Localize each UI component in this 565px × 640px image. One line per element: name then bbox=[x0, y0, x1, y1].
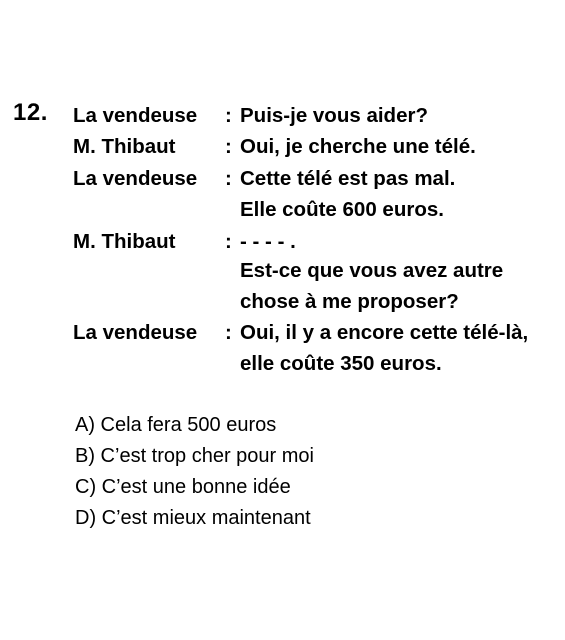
dialogue-line-2-1: Oui, je cherche une télé. bbox=[240, 135, 476, 158]
answer-option-b[interactable]: B) C’est trop cher pour moi bbox=[75, 445, 314, 467]
dialogue-colon-5: : bbox=[225, 321, 232, 344]
dialogue-speaker-1: La vendeuse bbox=[73, 104, 198, 127]
dialogue-line-5-1: Oui, il y a encore cette télé-là, bbox=[240, 321, 529, 344]
dialogue-line-4-2: Est-ce que vous avez autre bbox=[240, 259, 504, 282]
dialogue-line-1-1: Puis-je vous aider? bbox=[240, 104, 428, 127]
answer-option-a[interactable]: A) Cela fera 500 euros bbox=[75, 414, 277, 436]
dialogue-speaker-4: M. Thibaut bbox=[73, 230, 176, 253]
dialogue-speaker-5: La vendeuse bbox=[73, 321, 198, 344]
dialogue-speaker-2: M. Thibaut bbox=[73, 135, 176, 158]
dialogue-colon-4: : bbox=[225, 230, 232, 253]
dialogue-colon-3: : bbox=[225, 167, 232, 190]
dialogue-line-4-3: chose à me proposer? bbox=[240, 290, 459, 313]
dialogue-colon-1: : bbox=[225, 104, 232, 127]
dialogue-colon-2: : bbox=[225, 135, 232, 158]
dialogue-speaker-3: La vendeuse bbox=[73, 167, 198, 190]
question-number: 12. bbox=[13, 99, 48, 126]
dialogue-line-3-2: Elle coûte 600 euros. bbox=[240, 198, 444, 221]
answer-option-c[interactable]: C) C’est une bonne idée bbox=[75, 476, 291, 498]
answer-option-d[interactable]: D) C’est mieux maintenant bbox=[75, 507, 311, 529]
dialogue-line-3-1: Cette télé est pas mal. bbox=[240, 167, 456, 190]
dialogue-line-5-2: elle coûte 350 euros. bbox=[240, 352, 442, 375]
dialogue-blank: - - - - . bbox=[240, 230, 296, 253]
